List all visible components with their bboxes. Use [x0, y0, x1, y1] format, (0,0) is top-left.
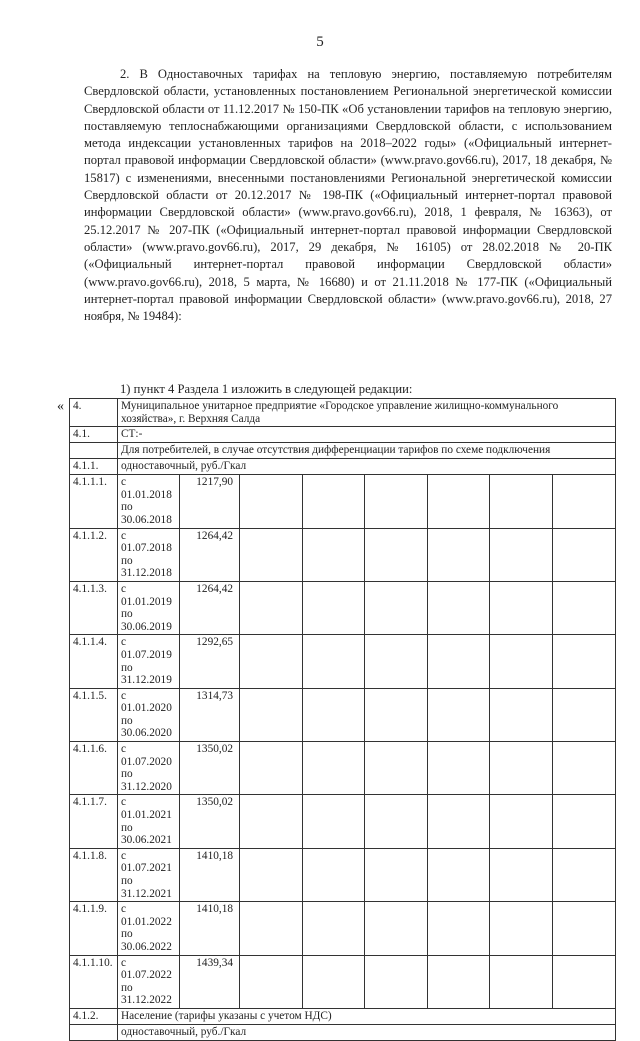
empty-cell	[428, 581, 490, 634]
empty-cell	[428, 902, 490, 955]
org-name: Муниципальное унитарное предприятие «Городское управление жилищно-коммунального хозяйства», г. Верхняя Салда	[118, 399, 616, 427]
empty-cell	[428, 475, 490, 528]
empty-cell	[240, 848, 303, 901]
empty-cell	[428, 795, 490, 848]
row-period: с 01.07.2021 по 31.12.2021	[118, 848, 180, 901]
empty-cell	[303, 848, 365, 901]
empty-cell	[428, 688, 490, 741]
empty-cell	[553, 848, 616, 901]
row-num: 4.1.1.10.	[70, 955, 118, 1008]
consumers-row	[70, 443, 616, 459]
empty-cell	[553, 955, 616, 1008]
tariff-row	[70, 475, 616, 528]
row-period: с 01.07.2022 по 31.12.2022	[118, 955, 180, 1008]
row-num: 4.1.1.8.	[70, 848, 118, 901]
tariff-row	[70, 795, 616, 848]
empty-cell	[490, 528, 553, 581]
row-value: 1217,90	[180, 475, 240, 528]
tariff-row	[70, 742, 616, 795]
row-num: 4.1.1.6.	[70, 742, 118, 795]
empty-cell	[428, 528, 490, 581]
row-period: с 01.07.2020 по 31.12.2020	[118, 742, 180, 795]
empty-cell	[553, 795, 616, 848]
single-rate-num: 4.1.1.	[70, 459, 118, 475]
empty-cell	[490, 581, 553, 634]
tariff-table	[69, 398, 616, 1041]
org-row	[70, 399, 616, 427]
empty-cell	[490, 955, 553, 1008]
empty-cell	[365, 795, 428, 848]
row-value: 1439,34	[180, 955, 240, 1008]
empty-cell	[303, 635, 365, 688]
empty-cell	[490, 742, 553, 795]
empty-cell	[553, 742, 616, 795]
row-num: 4.1.1.5.	[70, 688, 118, 741]
empty-cell	[365, 581, 428, 634]
row-num: 4.1.1.2.	[70, 528, 118, 581]
row-period: с 01.01.2021 по 30.06.2021	[118, 795, 180, 848]
row-period: с 01.01.2022 по 30.06.2022	[118, 902, 180, 955]
row-period: с 01.07.2018 по 31.12.2018	[118, 528, 180, 581]
row-num: 4.1.1.9.	[70, 902, 118, 955]
empty-cell	[490, 795, 553, 848]
empty-cell	[240, 475, 303, 528]
empty-cell	[553, 635, 616, 688]
empty-cell	[365, 848, 428, 901]
empty-cell	[303, 902, 365, 955]
row-period: с 01.07.2019 по 31.12.2019	[118, 635, 180, 688]
empty-cell	[303, 581, 365, 634]
empty-cell	[240, 635, 303, 688]
tariff-row	[70, 581, 616, 634]
population-single-row	[70, 1024, 616, 1040]
empty-cell	[303, 475, 365, 528]
row-period: с 01.01.2018 по 30.06.2018	[118, 475, 180, 528]
empty-cell	[303, 528, 365, 581]
empty-cell	[365, 528, 428, 581]
tariff-row	[70, 635, 616, 688]
empty-cell	[365, 902, 428, 955]
tariff-row	[70, 848, 616, 901]
tariff-row	[70, 955, 616, 1008]
population-num: 4.1.2.	[70, 1008, 118, 1024]
empty-cell	[240, 742, 303, 795]
empty-cell	[365, 955, 428, 1008]
empty-cell	[365, 688, 428, 741]
subpoint-text: 1) пункт 4 Раздела 1 изложить в следующей редакции:	[120, 382, 413, 396]
empty-cell	[240, 795, 303, 848]
empty-cell	[428, 848, 490, 901]
empty-cell	[365, 635, 428, 688]
tariff-row	[70, 688, 616, 741]
empty-cell	[240, 581, 303, 634]
population-single-label: одноставочный, руб./Гкал	[118, 1024, 616, 1040]
row-value: 1292,65	[180, 635, 240, 688]
empty-cell	[553, 688, 616, 741]
page-number: 5	[316, 34, 324, 50]
empty-cell	[553, 902, 616, 955]
row-value: 1264,42	[180, 528, 240, 581]
row-num: 4.1.1.7.	[70, 795, 118, 848]
empty-cell	[365, 475, 428, 528]
single-rate-row	[70, 459, 616, 475]
row-value: 1314,73	[180, 688, 240, 741]
row-value: 1410,18	[180, 902, 240, 955]
empty-cell	[240, 955, 303, 1008]
row-num: 4.1.1.4.	[70, 635, 118, 688]
empty-cell	[553, 528, 616, 581]
empty-cell	[490, 635, 553, 688]
empty-cell	[303, 742, 365, 795]
population-label: Население (тарифы указаны с учетом НДС)	[118, 1008, 616, 1024]
row-period: с 01.01.2020 по 30.06.2020	[118, 688, 180, 741]
single-rate-label: одноставочный, руб./Гкал	[118, 459, 616, 475]
empty-cell	[365, 742, 428, 795]
ct-row	[70, 427, 616, 443]
empty-cell	[428, 635, 490, 688]
empty-cell	[428, 742, 490, 795]
empty-cell	[490, 902, 553, 955]
row-value: 1264,42	[180, 581, 240, 634]
org-num: 4.	[70, 399, 118, 427]
empty-cell	[240, 902, 303, 955]
row-period: с 01.01.2019 по 30.06.2019	[118, 581, 180, 634]
row-value: 1410,18	[180, 848, 240, 901]
empty-cell	[490, 688, 553, 741]
tariff-row	[70, 528, 616, 581]
opening-quote-mark: «	[57, 399, 64, 414]
empty-cell	[303, 955, 365, 1008]
tariff-row	[70, 902, 616, 955]
empty-cell	[553, 581, 616, 634]
ct-label: СТ:-	[118, 427, 616, 443]
empty-cell	[240, 688, 303, 741]
population-row	[70, 1008, 616, 1024]
empty-cell	[490, 848, 553, 901]
ct-num: 4.1.	[70, 427, 118, 443]
empty-cell	[553, 475, 616, 528]
row-num: 4.1.1.3.	[70, 581, 118, 634]
empty-cell	[303, 795, 365, 848]
row-value: 1350,02	[180, 742, 240, 795]
empty-cell	[240, 528, 303, 581]
row-value: 1350,02	[180, 795, 240, 848]
body-paragraph: 2. В Одноставочных тарифах на тепловую энергию, поставляемую потребителям Свердловской области, установленных постановлением Региональной энергетической комиссии Свердловской области от 11.12.2017 № 150-ПК «Об установлении тарифов на тепловую энергию, поставляемую теплоснабжающими организациями Свердловской области, с использованием метода индексации установленных тарифов на 2018–2022 годы» («Официальный интернет-портал правовой информации Свердловской области» (www.pravo.gov66.ru), 2017, 18 декабря, № 15817) с изменениями, внесенными постановлениями Региональной энергетической комиссии Свердловской области от 20.12.2017 № 198-ПК («Официальный интернет-портал правовой информации Свердловской области» (www.pravo.gov66.ru), 2018, 1 февраля, № 16363), от 25.12.2017 № 207-ПК («Официальный интернет-портал правовой информации Свердловской области» (www.pravo.gov66.ru), 2017, 29 декабря, № 16105) от 28.02.2018 № 20-ПК («Официальный интернет-портал правовой информации Свердловской области» (www.pravo.gov66.ru), 2018, 5 марта, № 16680) и от 21.11.2018 № 177-ПК («Официальный интернет-портал правовой информации Свердловской области» (www.pravo.gov66.ru), 2018, 27 ноября, № 19484):	[84, 67, 612, 324]
empty-cell	[428, 955, 490, 1008]
empty-cell	[303, 688, 365, 741]
consumers-label: Для потребителей, в случае отсутствия дифференциации тарифов по схеме подключения	[118, 443, 616, 459]
row-num: 4.1.1.1.	[70, 475, 118, 528]
empty-cell	[490, 475, 553, 528]
